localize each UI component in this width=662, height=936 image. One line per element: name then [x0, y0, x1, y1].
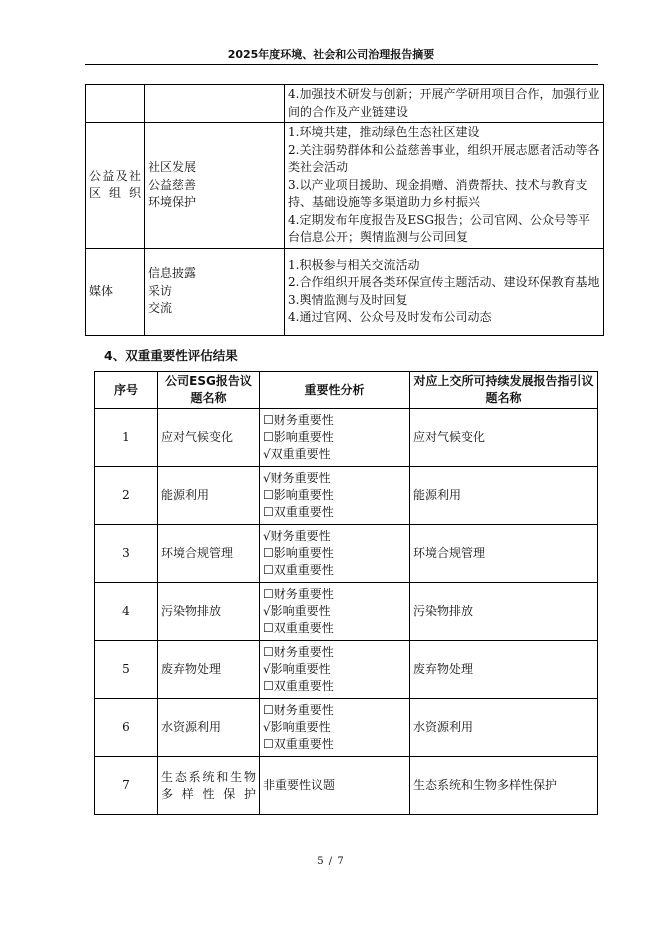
measure-item: 3.以产业项目援助、现金捐赠、消费帮扶、技术与教育支持、基础设施等多渠道助力乡村振兴 [288, 177, 588, 209]
materiality-option: √影响重要性 [263, 720, 331, 734]
stakeholder-table [85, 84, 604, 336]
topic-cell: 能源利用 [158, 467, 260, 525]
column-header: 对应上交所可持续发展报告指引议题名称 [410, 372, 598, 409]
materiality-option: ☐双重重要性 [263, 505, 334, 519]
materiality-option: ☐双重重要性 [263, 737, 334, 751]
table-row [86, 85, 604, 123]
topic-cell: 生态系统和生物多样性保护 [158, 757, 260, 815]
topic-cell: 废弃物处理 [158, 641, 260, 699]
category-cell [86, 85, 145, 123]
table-row [95, 525, 598, 583]
table-row [95, 583, 598, 641]
row-number: 3 [95, 525, 158, 583]
materiality-option: ☐财务重要性 [263, 703, 334, 717]
measure-item: 1.积极参与相关交流活动 [288, 257, 420, 272]
analysis-cell [260, 467, 410, 525]
topic-item: 公益慈善 [148, 177, 197, 192]
analysis-cell [260, 757, 410, 815]
measure-item: 3.舆情监测与及时回复 [288, 292, 408, 307]
analysis-cell [260, 409, 410, 467]
measure-item: 2.关注弱势群体和公益慈善事业，组织开展志愿者活动等各类社会活动 [288, 142, 600, 174]
row-number: 1 [95, 409, 158, 467]
materiality-option: √影响重要性 [263, 662, 331, 676]
topic-item: 环境保护 [148, 195, 197, 209]
materiality-option: ☐财务重要性 [263, 587, 334, 601]
materiality-option: ☐双重重要性 [263, 563, 334, 577]
materiality-table [94, 371, 598, 815]
page-header-title: 2025年度环境、社会和公司治理报告摘要 [227, 48, 435, 61]
materiality-option: 非重要性议题 [263, 778, 336, 792]
guideline-cell: 能源利用 [410, 467, 598, 525]
topics-cell [145, 248, 285, 335]
table-row [95, 641, 598, 699]
materiality-option: ☐双重重要性 [263, 679, 334, 693]
table-row [95, 467, 598, 525]
analysis-cell [260, 641, 410, 699]
topic-cell: 应对气候变化 [158, 409, 260, 467]
measures-cell [285, 123, 604, 249]
analysis-cell [260, 525, 410, 583]
materiality-option: ☐财务重要性 [263, 645, 334, 659]
topic-cell: 污染物排放 [158, 583, 260, 641]
section-heading: 4、双重重要性评估结果 [104, 348, 238, 363]
guideline-cell: 废弃物处理 [410, 641, 598, 699]
table-row [95, 409, 598, 467]
measure-item: 1.环境共建，推动绿色生态社区建设 [288, 125, 480, 139]
topic-cell: 水资源利用 [158, 699, 260, 757]
materiality-option: ☐双重重要性 [263, 621, 334, 635]
measure-item: 4.加强技术研发与创新；开展产学研用项目合作，加强行业间的合作及产业链建设 [288, 87, 600, 119]
table-row [86, 248, 604, 335]
topics-cell [145, 123, 285, 249]
table-header-row [95, 372, 598, 409]
materiality-option: ☐影响重要性 [263, 488, 334, 502]
row-number: 2 [95, 467, 158, 525]
measure-item: 4.通过官网、公众号及时发布公司动态 [288, 310, 492, 324]
analysis-cell [260, 583, 410, 641]
topic-item: 采访 [148, 283, 173, 298]
guideline-cell: 污染物排放 [410, 583, 598, 641]
row-number: 4 [95, 583, 158, 641]
materiality-option: √双重重要性 [263, 447, 331, 461]
measures-cell [285, 85, 604, 123]
measure-item: 4.定期发布年度报告及ESG报告；公司官网、公众号等平台信息公开；舆情监测与公司回复 [288, 212, 591, 244]
guideline-cell: 水资源利用 [410, 699, 598, 757]
topic-cell: 环境合规管理 [158, 525, 260, 583]
row-number: 7 [95, 757, 158, 815]
category-cell: 媒体 [86, 248, 145, 335]
measures-cell [285, 248, 604, 335]
materiality-option: ☐财务重要性 [263, 413, 334, 427]
guideline-cell: 应对气候变化 [410, 409, 598, 467]
table-row [86, 123, 604, 249]
analysis-cell [260, 699, 410, 757]
materiality-option: ☐影响重要性 [263, 430, 334, 444]
topic-item: 交流 [148, 301, 173, 316]
column-header: 公司ESG报告议题名称 [158, 372, 260, 409]
category-cell: 公益及社区组织 [86, 123, 145, 249]
column-header: 序号 [95, 372, 158, 409]
table-row [95, 699, 598, 757]
materiality-option: ☐影响重要性 [263, 546, 334, 560]
row-number: 5 [95, 641, 158, 699]
header-rule [85, 64, 598, 65]
column-header: 重要性分析 [260, 372, 410, 409]
topic-item: 社区发展 [148, 160, 197, 174]
materiality-option: √财务重要性 [263, 529, 331, 543]
guideline-cell: 生态系统和生物多样性保护 [410, 757, 598, 815]
guideline-cell: 环境合规管理 [410, 525, 598, 583]
page-number: 5 / 7 [317, 856, 345, 867]
row-number: 6 [95, 699, 158, 757]
topic-item: 信息披露 [148, 266, 197, 281]
table-row [95, 757, 598, 815]
topics-cell [145, 85, 285, 123]
measure-item: 2.合作组织开展各类环保宣传主题活动、建设环保教育基地 [288, 275, 600, 289]
materiality-option: √财务重要性 [263, 471, 331, 485]
materiality-option: √影响重要性 [263, 604, 331, 618]
